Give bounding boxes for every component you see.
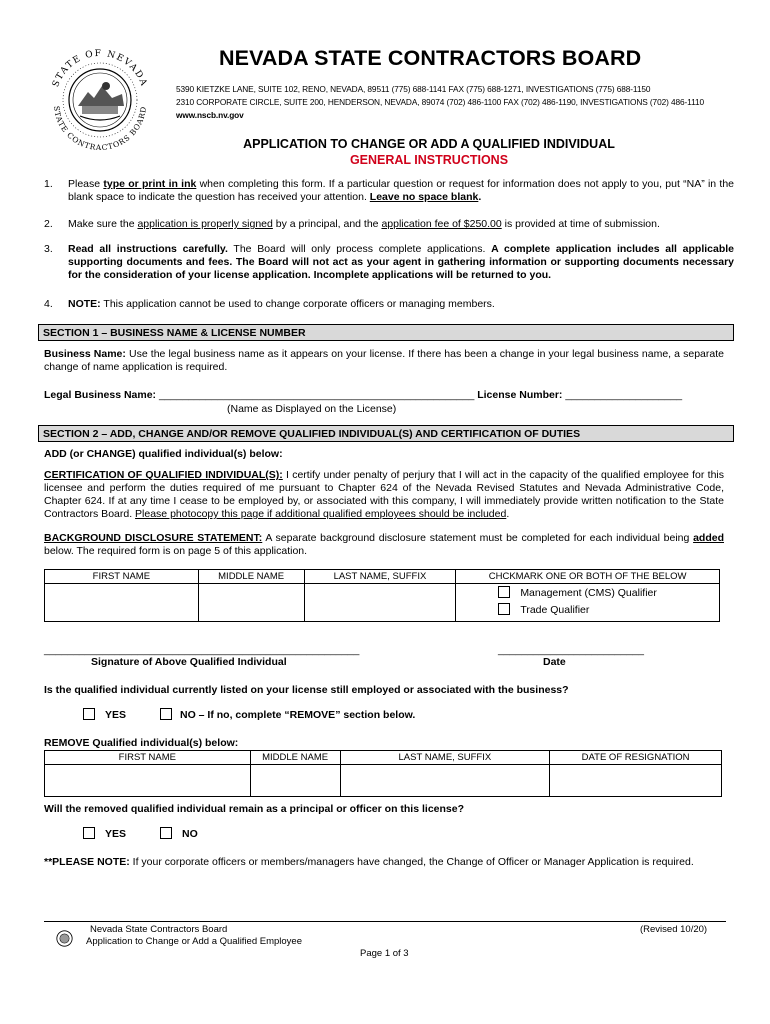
business-name-instructions: Business Name: Use the legal business name as it appears on your license. If there has been a change in your legal business name, a separate change of name application is required. [44,348,724,373]
svg-text:STATE OF NEVADA: STATE OF NEVADA [51,48,149,89]
remain-principal-no-checkbox[interactable] [160,827,172,839]
remove-col-last-name: LAST NAME, SUFFIX [340,751,550,765]
remove-date-input[interactable] [550,765,722,797]
add-col-qualifier-type: CHCKMARK ONE OR BOTH OF THE BELOW [456,570,720,584]
website-link[interactable]: www.nscb.nv.gov [176,110,244,120]
background-disclosure-text: BACKGROUND DISCLOSURE STATEMENT: A separate background disclosure statement must be completed for each individual being added below. The required form is on page 5 of this application. [44,532,724,557]
cms-qualifier-checkbox[interactable] [498,586,510,598]
trade-qualifier-checkbox[interactable] [498,603,510,615]
instruction-2: 2. Make sure the application is properly signed by a principal, and the application fee of $250.00 is provided at time of submission. [44,218,660,230]
footer-form-name: Application to Change or Add a Qualified Employee [86,936,302,947]
general-instructions-heading: GENERAL INSTRUCTIONS [349,153,509,167]
remove-col-first-name: FIRST NAME [45,751,251,765]
add-heading: ADD (or CHANGE) qualified individual(s) below: [44,448,283,460]
remove-middle-name-input[interactable] [250,765,340,797]
section-1-header: SECTION 1 – BUSINESS NAME & LICENSE NUMBER [38,324,734,341]
add-last-name-input[interactable] [304,584,456,622]
remove-col-date-of-resignation: DATE OF RESIGNATION [550,751,722,765]
legal-business-name-row[interactable]: Legal Business Name: ______________________________________________________ License Number: ____________________ [44,389,683,401]
date-line[interactable]: _________________________ [498,644,644,656]
instruction-1: 1. Please type or print in ink when completing this form. If a particular question or request for information does not apply to you, put “NA” in the blank space to indicate the question has received your attention. Leave no space blank. [44,178,734,203]
footer-org: Nevada State Contractors Board [90,924,228,935]
reno-address: 5390 KIETZKE LANE, SUITE 102, RENO, NEVADA, 89511 (775) 688-1141 FAX (775) 688-1271, INVESTIGATIONS (775) 688-1150 [176,84,651,94]
still-employed-yes[interactable]: YES [83,708,126,721]
instruction-3: 3. Read all instructions carefully. The Board will only process complete applications. A complete application includes all applicable supporting documents and fees. The Board will not act as your agent in gathering information or supporting documents necessary for the consideration of your license application. Incomplete applications will be returned to you. [44,243,734,281]
remove-last-name-input[interactable] [340,765,550,797]
still-employed-yes-checkbox[interactable] [83,708,95,720]
remove-first-name-input[interactable] [45,765,251,797]
still-employed-question: Is the qualified individual currently listed on your license still employed or associated with the business? [44,684,569,696]
footer-revised: (Revised 10/20) [640,924,708,935]
footer-seal-icon [56,930,73,947]
please-note: **PLEASE NOTE: If your corporate officers or members/managers have changed, the Change of Officer or Manager Application is required. [44,856,694,868]
remove-col-middle-name: MIDDLE NAME [250,751,340,765]
remove-heading: REMOVE Qualified individual(s) below: [44,737,239,749]
add-first-name-input[interactable] [45,584,199,622]
add-middle-name-input[interactable] [198,584,304,622]
remain-principal-no[interactable]: NO [160,827,198,840]
signature-line[interactable]: ______________________________________________________ [44,644,360,656]
cms-qualifier-option[interactable]: Management (CMS) Qualifier [498,585,717,602]
still-employed-no-checkbox[interactable] [160,708,172,720]
board-title: NEVADA STATE CONTRACTORS BOARD [219,46,642,70]
remain-principal-yes[interactable]: YES [83,827,126,840]
certification-text: CERTIFICATION OF QUALIFIED INDIVIDUAL(S): I certify under penalty of perjury that I will act in the capacity of the qualified employee for this licensee and perform the duties required of me pursuant to Chapter 624 of the Nevada Revised Statutes and Nevada Administrative Code, Chapter 624. If at any time I cease to be employed by, or associated with this company, I will immediately provide written notification to the State Contractors Board. Please photocopy this page if additional qualified employees should be included. [44,469,724,520]
add-individual-table [44,569,720,622]
page-number: Page 1 of 3 [360,948,409,959]
name-hint: (Name as Displayed on the License) [227,403,397,415]
application-title: APPLICATION TO CHANGE OR ADD A QUALIFIED INDIVIDUAL [243,137,615,151]
add-col-last-name: LAST NAME, SUFFIX [304,570,456,584]
section-2-header: SECTION 2 – ADD, CHANGE AND/OR REMOVE QUALIFIED INDIVIDUAL(S) AND CERTIFICATION OF DUTIES [38,425,734,442]
footer-divider [44,921,726,922]
henderson-address: 2310 CORPORATE CIRCLE, SUITE 200, HENDERSON, NEVADA, 89074 (702) 486-1100 FAX (702) 486-1190, INVESTIGATIONS (702) 486-1110 [176,97,704,107]
remain-principal-yes-checkbox[interactable] [83,827,95,839]
trade-qualifier-option[interactable]: Trade Qualifier [498,602,717,619]
remain-principal-question: Will the removed qualified individual remain as a principal or officer on this license? [44,803,464,815]
date-label: Date [543,656,566,668]
svg-text:STATE CONTRACTORS BOARD: STATE CONTRACTORS BOARD [51,105,149,153]
add-col-first-name: FIRST NAME [45,570,199,584]
signature-label: Signature of Above Qualified Individual [91,656,287,668]
still-employed-no[interactable]: NO – If no, complete “REMOVE” section below. [160,708,415,721]
add-col-middle-name: MIDDLE NAME [198,570,304,584]
remove-individual-table [44,750,722,797]
instruction-4: 4. NOTE: This application cannot be used to change corporate officers or managing members. [44,298,495,310]
